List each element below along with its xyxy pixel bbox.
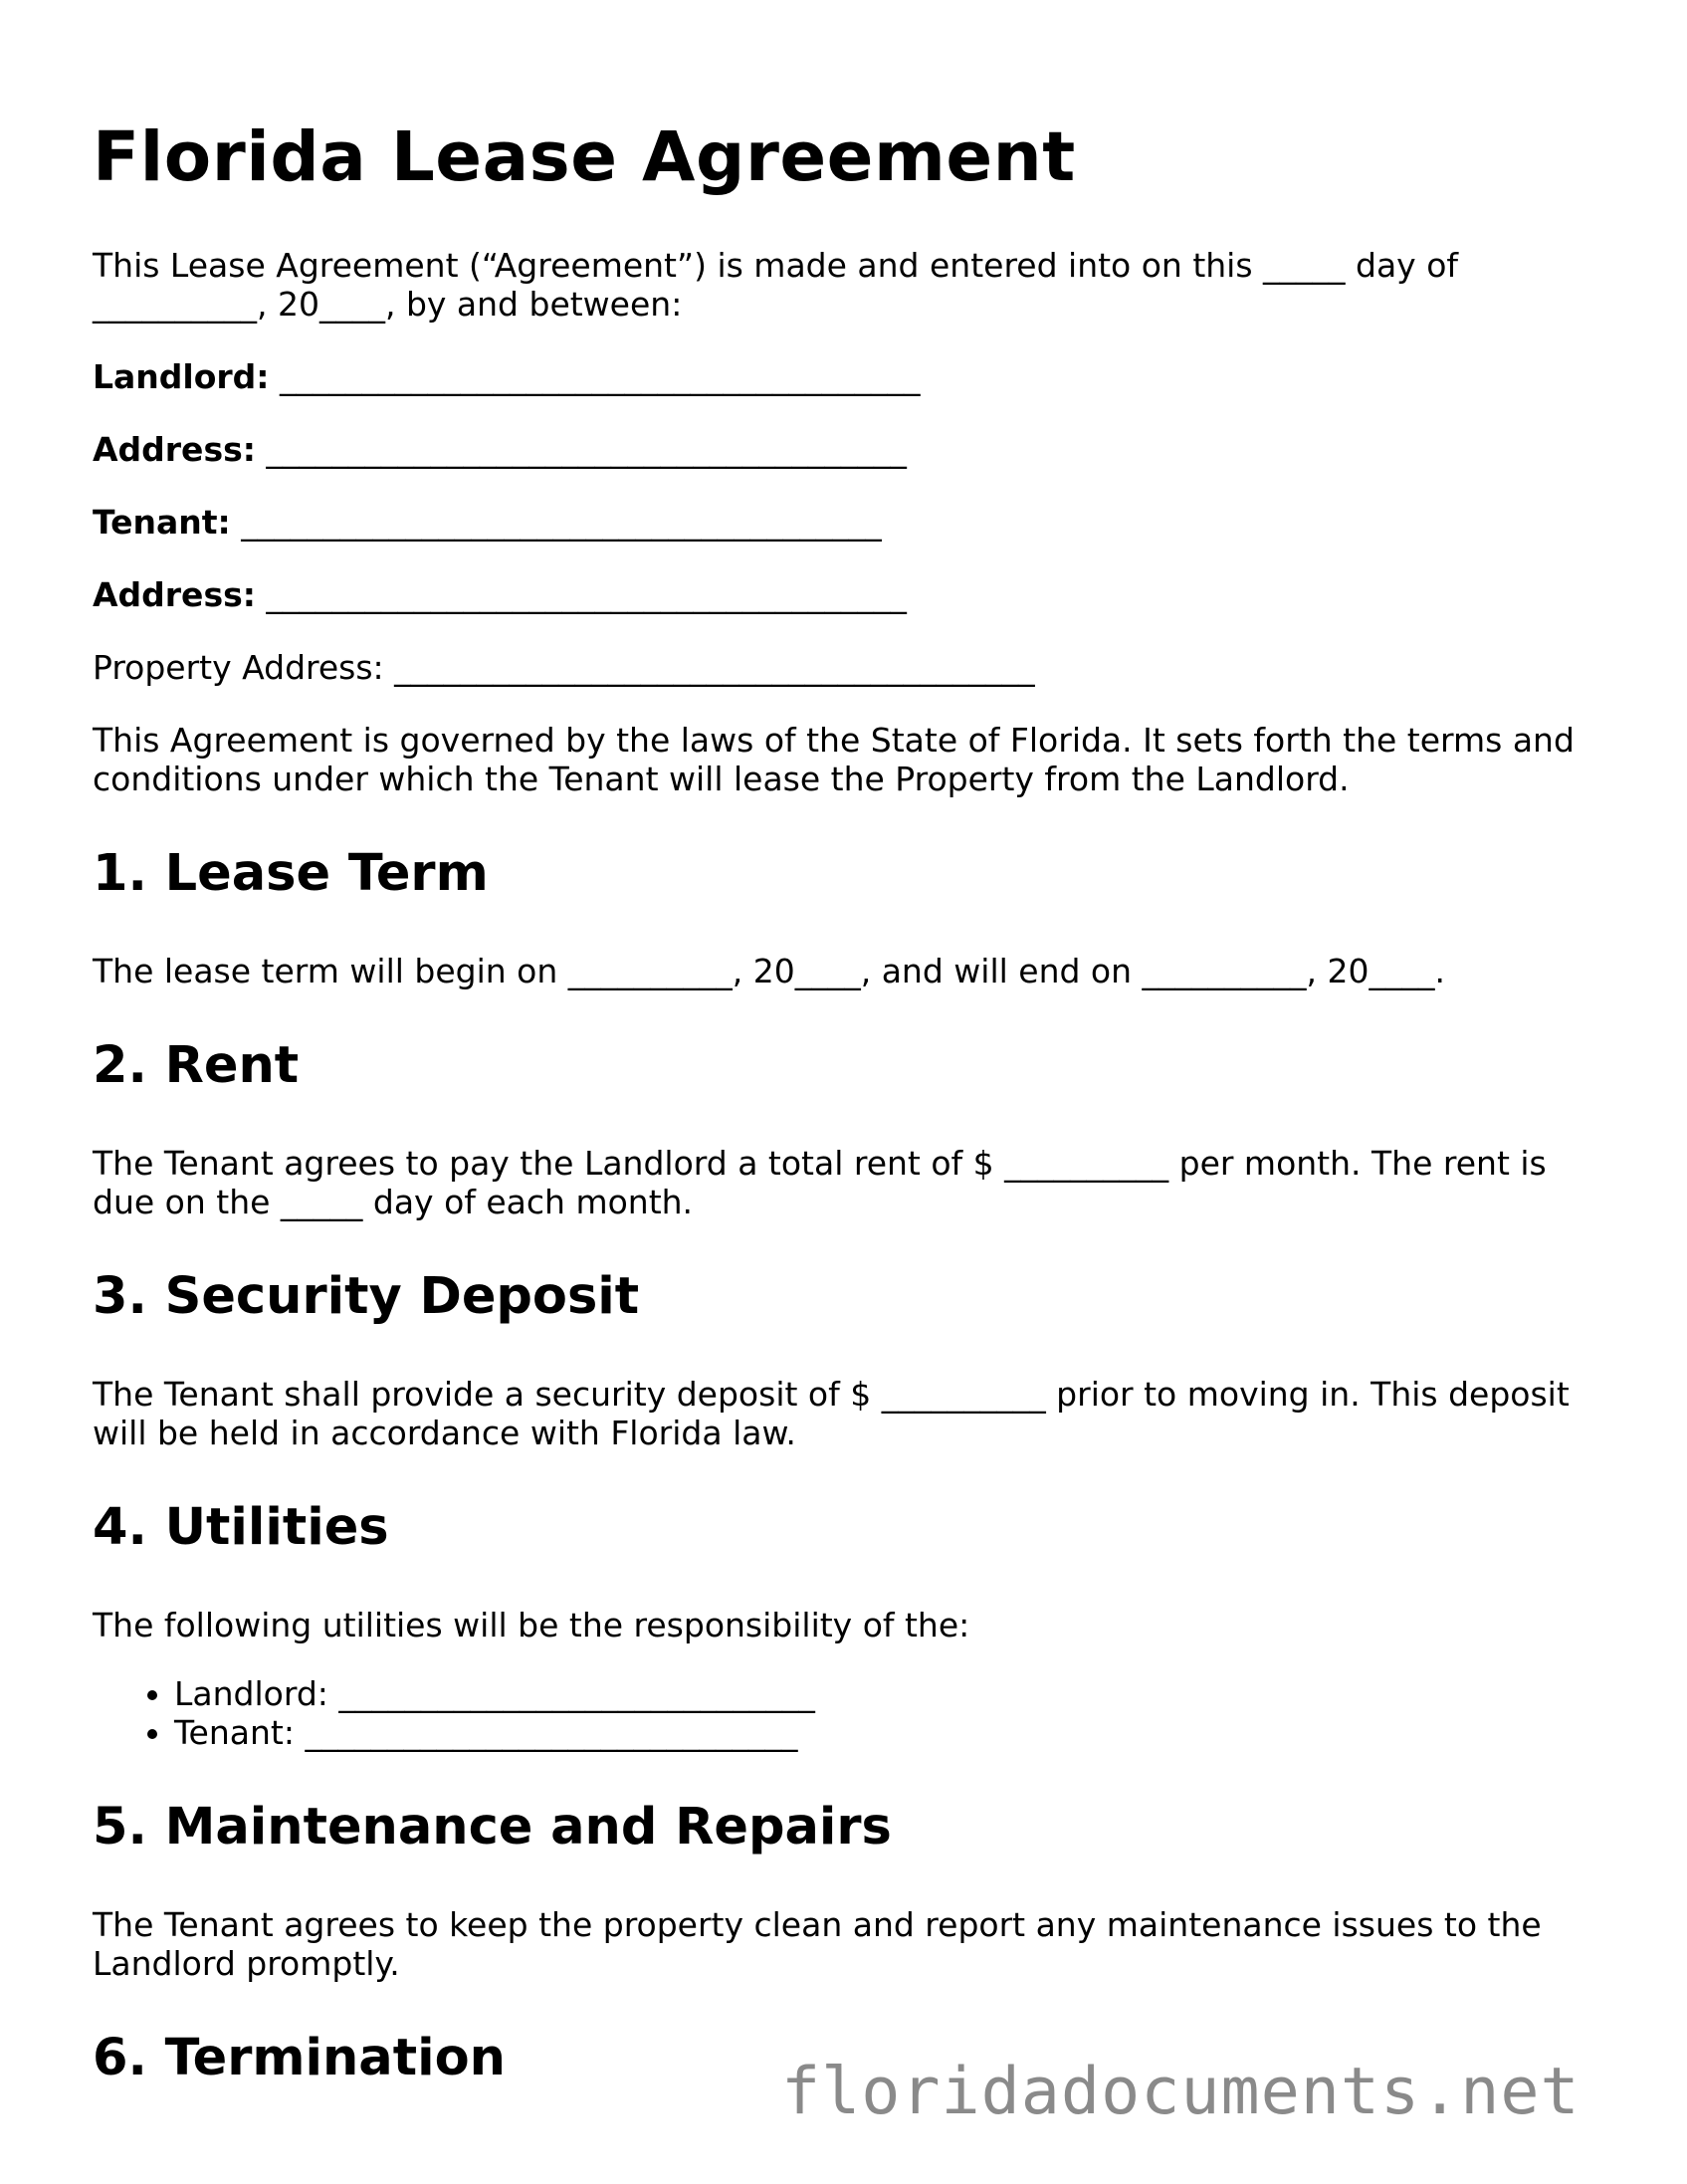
rent-body: The Tenant agrees to pay the Landlord a total rent of $ __________ per month. The rent is due on the _____ day of each month. [93, 1144, 1547, 1221]
tenant-address-label: Address: [93, 575, 256, 614]
tenant-address-field [93, 575, 1595, 614]
governing-law-paragraph: This Agreement is governed by the laws of the State of Florida. It sets forth the terms and conditions under which the Tenant will lease the Property from the Landlord. [93, 721, 1575, 798]
intro-paragraph: This Lease Agreement (“Agreement”) is made and entered into on this _____ day of __________, 20____, by and between: [93, 246, 1459, 324]
watermark: floridadocuments.net [781, 2055, 1581, 2129]
landlord-field [93, 357, 1595, 396]
document-page [93, 109, 1595, 2136]
maintenance-body: The Tenant agrees to keep the property clean and report any maintenance issues to the Landlord promptly. [93, 1905, 1542, 1983]
utilities-list [93, 1674, 1595, 1752]
landlord-label: Landlord: [93, 357, 270, 396]
section-heading-maintenance: 5. Maintenance and Repairs [93, 1798, 892, 1856]
landlord-address-blank: _______________________________________ [255, 430, 907, 469]
tenant-blank: _______________________________________ [230, 503, 882, 542]
security-deposit-body: The Tenant shall provide a security deposit of $ __________ prior to moving in. This deposit will be held in accordance with Florida law. [93, 1375, 1570, 1452]
tenant-label: Tenant: [93, 503, 231, 542]
list-item: • Tenant: ______________________________ [174, 1713, 1595, 1752]
property-address-field: Property Address: _______________________________________ [93, 648, 1035, 687]
tenant-field [93, 503, 1595, 542]
section-heading-security-deposit: 3. Security Deposit [93, 1267, 640, 1326]
tenant-address-blank: _______________________________________ [255, 575, 907, 614]
utilities-body: The following utilities will be the responsibility of the: [93, 1606, 970, 1644]
landlord-address-label: Address: [93, 430, 256, 469]
list-item: • Landlord: _____________________________ [174, 1674, 1595, 1713]
section-heading-termination: 6. Termination [93, 2029, 506, 2087]
landlord-blank: _______________________________________ [269, 357, 921, 396]
document-title: Florida Lease Agreement [93, 117, 1076, 197]
section-heading-utilities: 4. Utilities [93, 1498, 389, 1557]
lease-term-body: The lease term will begin on __________, 20____, and will end on __________, 20____. [93, 952, 1445, 990]
section-heading-lease-term: 1. Lease Term [93, 844, 489, 903]
landlord-address-field [93, 430, 1595, 469]
section-heading-rent: 2. Rent [93, 1036, 300, 1095]
